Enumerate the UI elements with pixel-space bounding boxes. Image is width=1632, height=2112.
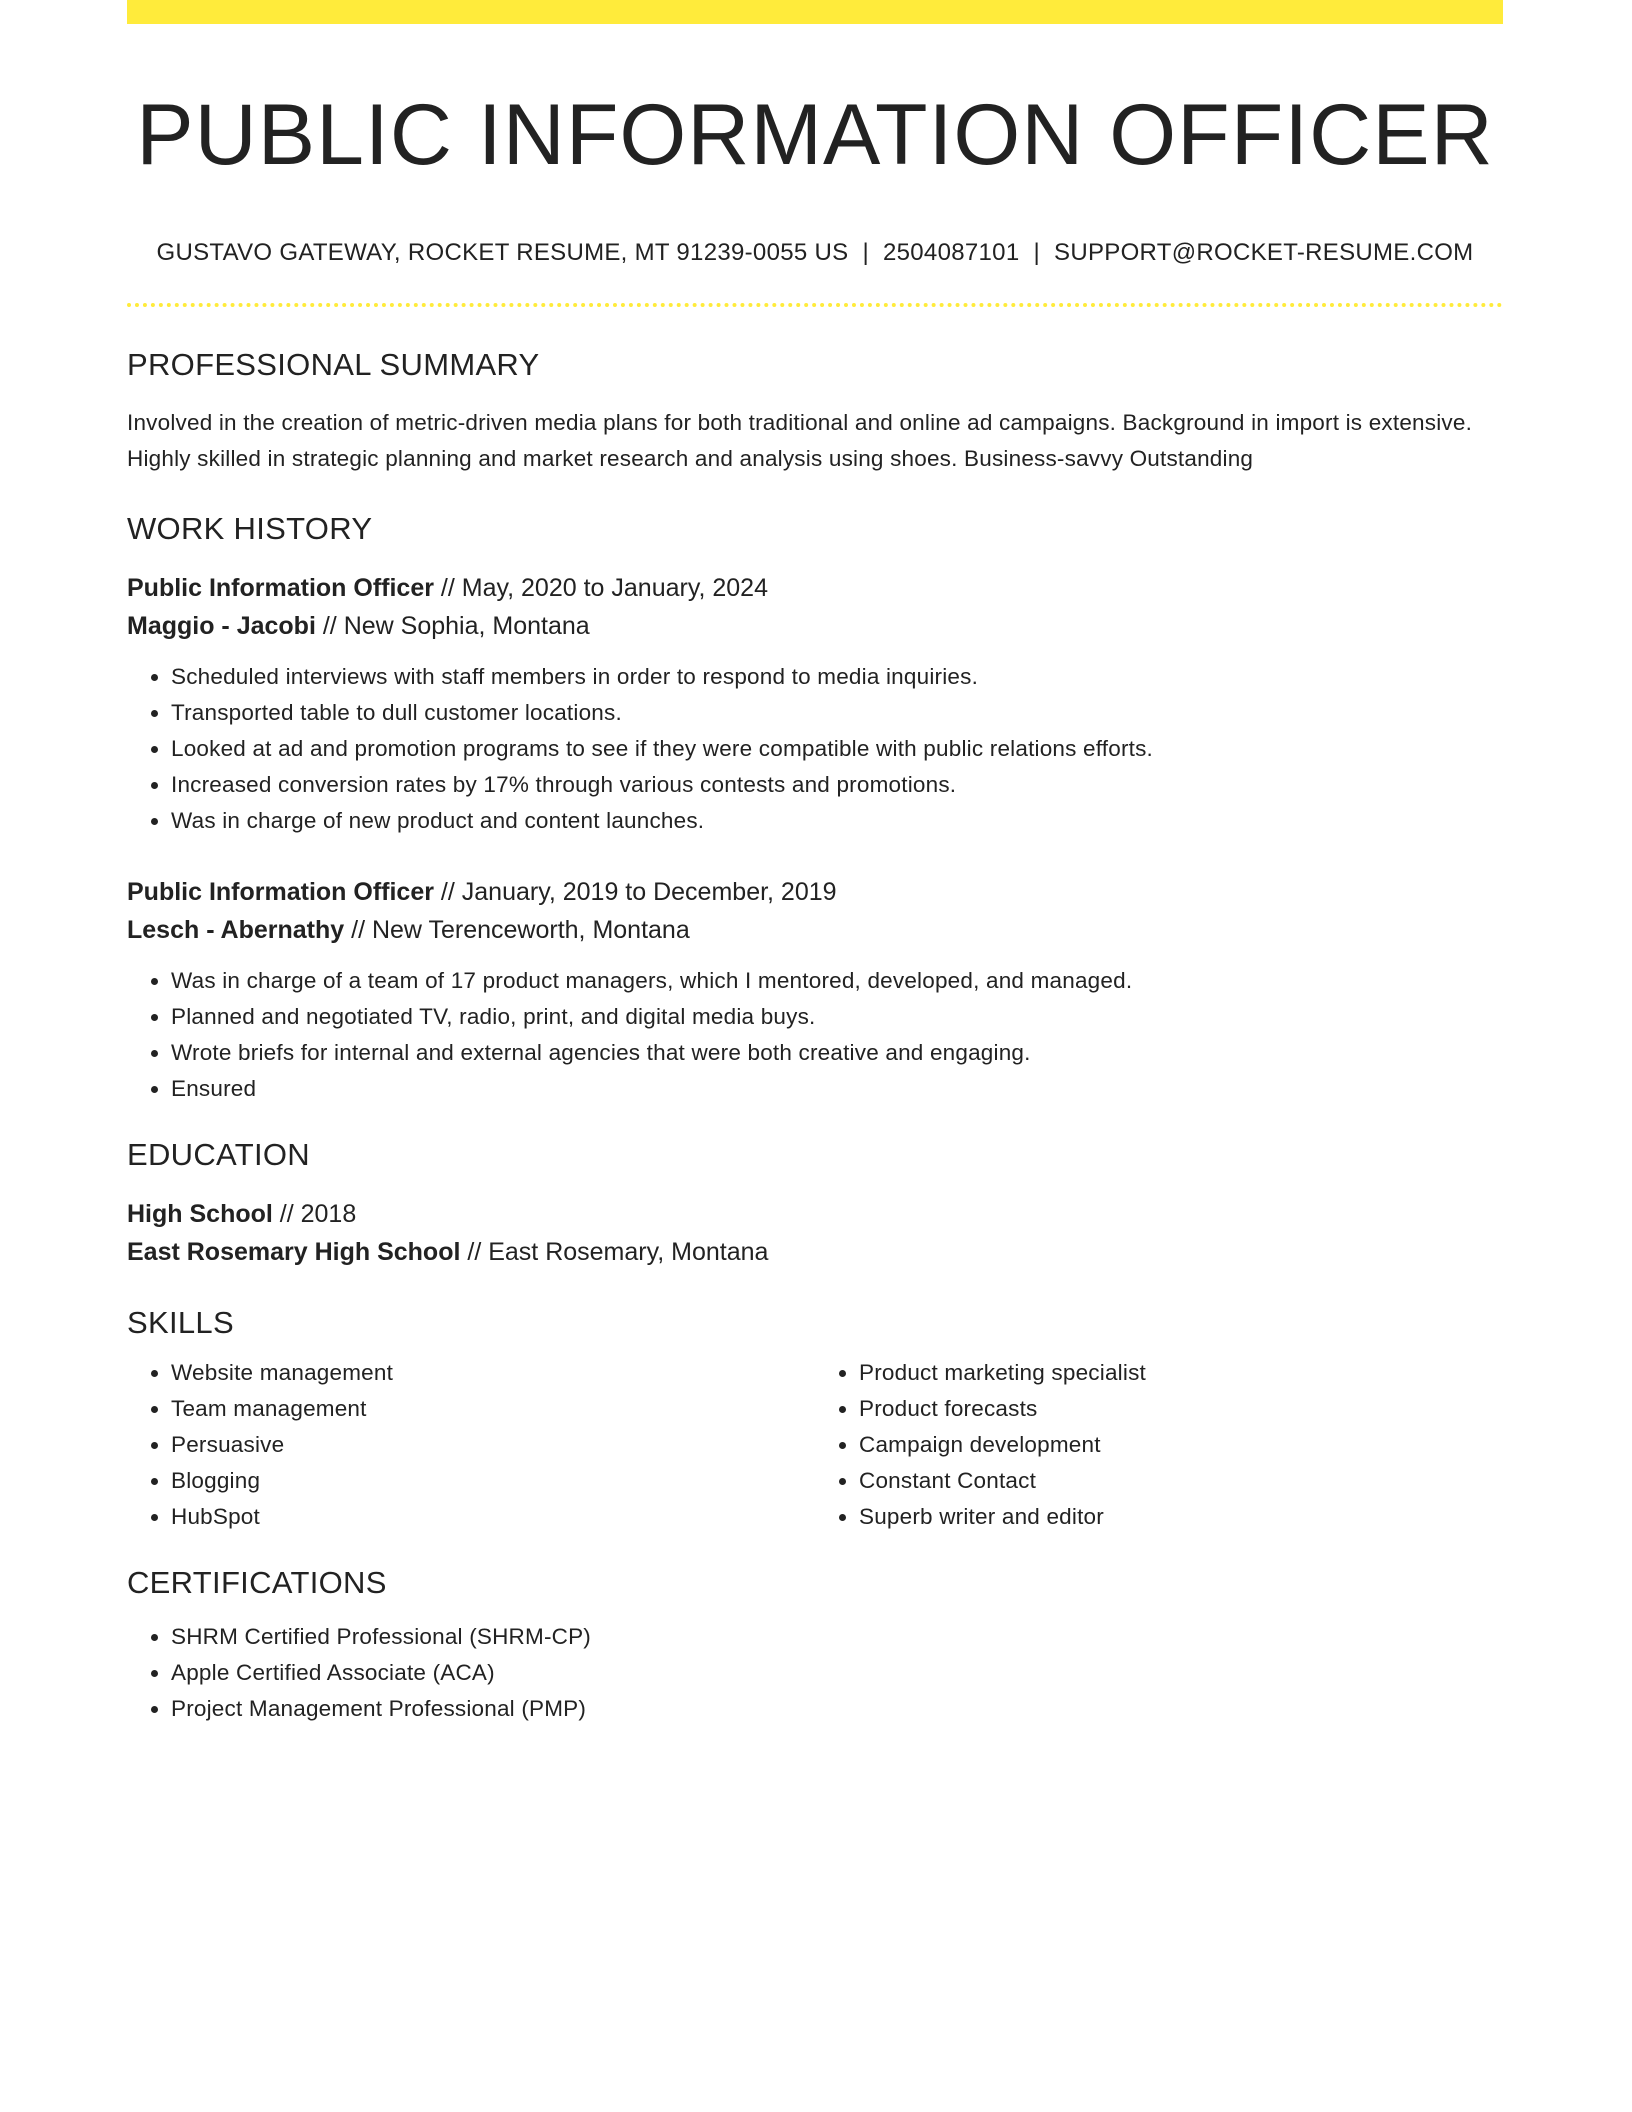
job-company-line bbox=[127, 607, 1503, 645]
contact-phone: 2504087101 bbox=[882, 239, 1020, 267]
certification-item: • Project Management Professional (PMP) bbox=[171, 1691, 1503, 1727]
job-bullets bbox=[127, 963, 1503, 1107]
skills-list-left bbox=[127, 1355, 815, 1535]
job-bullet: • Planned and negotiated TV, radio, print, and digital media buys. bbox=[171, 999, 1503, 1035]
contact-separator: | bbox=[862, 239, 869, 267]
skill-item: • Product forecasts bbox=[859, 1391, 1503, 1427]
job-title-line bbox=[127, 873, 1503, 911]
job-bullet: • Looked at ad and promotion programs to see if they were compatible with public relations efforts. bbox=[171, 731, 1503, 767]
resume-page bbox=[127, 0, 1503, 1727]
skill-item: • Campaign development bbox=[859, 1427, 1503, 1463]
work-history-heading: WORK HISTORY bbox=[127, 511, 373, 547]
contact-line bbox=[127, 239, 1503, 267]
certification-item: • Apple Certified Associate (ACA) bbox=[171, 1655, 1503, 1691]
skills-heading: SKILLS bbox=[127, 1305, 234, 1341]
contact-separator: | bbox=[1033, 239, 1041, 267]
job-company: Maggio - Jacobi bbox=[127, 612, 316, 641]
job-bullet: • Transported table to dull customer locations. bbox=[171, 695, 1503, 731]
job-title: Public Information Officer bbox=[127, 878, 434, 907]
education-degree-line bbox=[127, 1195, 1503, 1233]
resume-title: PUBLIC INFORMATION OFFICER bbox=[136, 87, 1494, 183]
education-location: // East Rosemary, Montana bbox=[460, 1238, 769, 1267]
skill-item: • HubSpot bbox=[171, 1499, 815, 1535]
education-heading: EDUCATION bbox=[127, 1137, 310, 1173]
skills-list-right bbox=[815, 1355, 1503, 1535]
contact-email: SUPPORT@ROCKET-RESUME.COM bbox=[1054, 239, 1474, 267]
job-bullet: • Was in charge of a team of 17 product managers, which I mentored, developed, and managed. bbox=[171, 963, 1503, 999]
job-entry bbox=[127, 569, 1503, 839]
job-bullet: • Wrote briefs for internal and external agencies that were both creative and engaging. bbox=[171, 1035, 1503, 1071]
education-school-line bbox=[127, 1233, 1503, 1271]
job-title-line bbox=[127, 569, 1503, 607]
job-dates: // May, 2020 to January, 2024 bbox=[433, 574, 768, 603]
skill-item: • Product marketing specialist bbox=[859, 1355, 1503, 1391]
job-location: // New Terenceworth, Montana bbox=[344, 916, 690, 945]
summary-section bbox=[127, 347, 1503, 477]
job-bullets bbox=[127, 659, 1503, 839]
summary-text: Involved in the creation of metric-driven media plans for both traditional and online ad campaigns. Background in import is extensive. Highly skilled in strategic planning and market research and analysis using shoes. Business-savvy Outstanding bbox=[127, 410, 1473, 472]
job-dates: // January, 2019 to December, 2019 bbox=[433, 878, 837, 907]
certifications-section bbox=[127, 1565, 1503, 1727]
job-company: Lesch - Abernathy bbox=[127, 916, 345, 945]
skill-item: • Superb writer and editor bbox=[859, 1499, 1503, 1535]
job-entry bbox=[127, 873, 1503, 1107]
skill-item: • Website management bbox=[171, 1355, 815, 1391]
summary-heading: PROFESSIONAL SUMMARY bbox=[127, 347, 540, 383]
dotted-divider bbox=[127, 303, 1503, 307]
skills-section bbox=[127, 1305, 1503, 1535]
skill-item: • Constant Contact bbox=[859, 1463, 1503, 1499]
work-history-section bbox=[127, 511, 1503, 1107]
job-title: Public Information Officer bbox=[127, 574, 434, 603]
contact-address: GUSTAVO GATEWAY, ROCKET RESUME, MT 91239-0055 US bbox=[156, 239, 849, 267]
skill-item: • Blogging bbox=[171, 1463, 815, 1499]
skill-item: • Persuasive bbox=[171, 1427, 815, 1463]
certifications-list bbox=[127, 1619, 1503, 1727]
certifications-heading: CERTIFICATIONS bbox=[127, 1565, 387, 1601]
education-school: East Rosemary High School bbox=[127, 1238, 461, 1267]
certification-item: • SHRM Certified Professional (SHRM-CP) bbox=[171, 1619, 1503, 1655]
accent-bar bbox=[127, 0, 1503, 24]
skills-grid bbox=[127, 1355, 1503, 1535]
job-bullet: • Increased conversion rates by 17% through various contests and promotions. bbox=[171, 767, 1503, 803]
education-year: // 2018 bbox=[272, 1200, 357, 1229]
job-bullet: • Scheduled interviews with staff members in order to respond to media inquiries. bbox=[171, 659, 1503, 695]
job-bullet: • Was in charge of new product and content launches. bbox=[171, 803, 1503, 839]
education-degree: High School bbox=[127, 1200, 273, 1229]
job-company-line bbox=[127, 911, 1503, 949]
education-section bbox=[127, 1137, 1503, 1271]
job-location: // New Sophia, Montana bbox=[315, 612, 590, 641]
skill-item: • Team management bbox=[171, 1391, 815, 1427]
job-bullet: • Ensured bbox=[171, 1071, 1503, 1107]
